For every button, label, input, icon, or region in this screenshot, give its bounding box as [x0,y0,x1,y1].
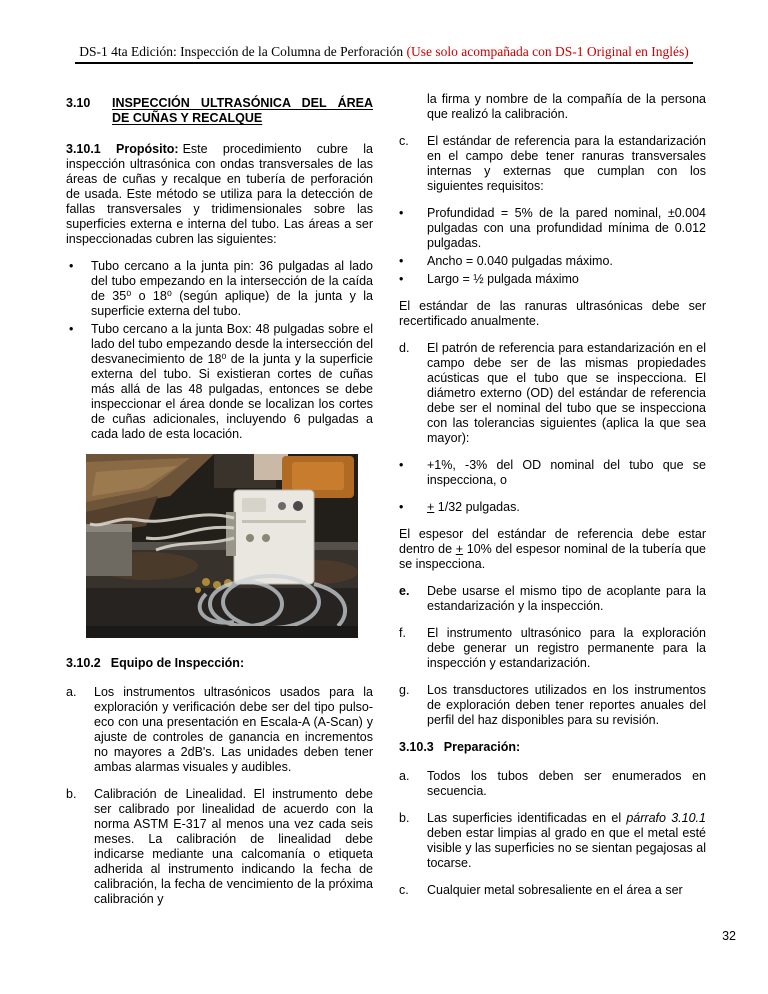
plus-minus-symbol: + [427,500,435,514]
list-item-text: +1%, -3% del OD nominal del tubo que se inspecciona, o [427,458,706,487]
item-b-equipment [66,787,373,907]
bullet-marker: • [399,458,404,472]
item-e-equipment [399,584,706,614]
page-number: 32 [722,929,736,943]
section-number: 3.10 [66,96,91,110]
item-letter: d. [399,341,410,355]
item-text [427,811,706,871]
item-letter: g. [399,683,410,697]
bullet-marker: • [399,254,404,268]
item-letter-spacer [399,92,427,122]
list-item [399,500,706,515]
inspection-photo-graphic [86,454,358,638]
header-title [75,44,693,64]
list-item [399,206,706,251]
list-item [399,458,706,488]
groove-spec-list [399,206,706,287]
item-letter: b. [66,787,77,801]
list-item-text: Profundidad = 5% de la pared nominal, ±0.004 pulgadas con una profundidad mínima de 0.012 pulgadas. [427,206,706,250]
section-title [112,96,373,126]
inspection-areas-list [66,259,373,442]
item-letter: c. [399,883,409,897]
item-b-preparation [399,811,706,871]
list-item [66,259,373,319]
item-text: Los transductores utilizados en los instrumentos de exploración deben tener reportes anuales del perfil del haz disponibles para su revisión. [427,683,706,727]
preparation-heading [399,740,706,755]
header-title-black: DS-1 4ta Edición: Inspección de la Columna de Perforación [79,44,407,59]
thickness-paragraph [399,527,706,572]
item-c-preparation [399,883,706,898]
item-letter: c. [399,134,409,148]
list-item-text: Largo = ½ pulgada máximo [427,272,579,286]
purpose-paragraph [66,142,373,247]
item-text-post: deben estar limpias al grado en que el metal esté visible y las superficies no se sientan pegajosas al tocarse. [427,826,706,870]
item-text: Todos los tubos deben ser enumerados en secuencia. [427,769,706,798]
left-column [66,92,373,919]
equipment-heading [66,656,373,671]
section-heading-3-10 [66,96,373,126]
bullet-marker: • [69,259,74,273]
thickness-pre: El espesor del estándar de referencia debe estar dentro de [399,527,706,556]
item-g-equipment [399,683,706,728]
item-text: Los instrumentos ultrasónicos usados para la exploración y verificación debe ser del tipo pulso-eco con una presentación en Escala-A (A-Scan) y ajuste de controles de ganancia en incrementos no mayores a 2dB's. Las unidades deben tener ambas alarmas visuales y audibles. [94,685,373,774]
paragraph-reference: párrafo 3.10.1 [626,811,706,825]
list-item [399,254,706,269]
item-d-equipment [399,341,706,446]
item-f-equipment [399,626,706,671]
header-title-red: (Use solo acompañada con DS-1 Original en Inglés) [406,44,689,59]
item-a-preparation [399,769,706,799]
document-header [0,44,768,64]
instrument-box [226,490,314,584]
equipment-heading-number: 3.10.2 [66,656,101,670]
purpose-text: Este procedimiento cubre la inspección ultrasónica con ondas transversales de las áreas de cuñas y recalque en tubería de perforación de usada. Este método se utiliza para la detección de fallas transversales y tridimensionales sobre las superficies externa e interna del tubo. Las áreas a ser inspeccionadas cubren las siguientes: [66,142,373,246]
item-letter: b. [399,811,410,825]
bullet-marker: • [69,322,74,336]
section-title-line1: INSPECCIÓN ULTRASÓNICA DEL ÁREA [112,96,373,110]
bullet-marker: • [399,500,404,514]
recertification-paragraph: El estándar de las ranuras ultrasónicas debe ser recertificado anualmente. [399,299,706,328]
preparation-heading-label: Preparación: [443,740,521,754]
item-letter: a. [399,769,410,783]
bullet-marker: • [399,206,404,220]
continuation-text: la firma y nombre de la compañía de la persona que realizó la calibración. [427,92,706,121]
item-b-continuation [399,92,706,122]
right-column [399,92,706,919]
list-item-text [427,500,706,515]
item-text-pre: Las superficies identificadas en el [427,811,627,825]
tolerance-list [399,458,706,515]
preparation-heading-number: 3.10.3 [399,740,434,754]
item-text: El estándar de referencia para la estandarización en el campo debe tener ranuras transversales internas y externas que cumplan con los siguientes requisitos: [427,134,706,193]
list-item [66,322,373,442]
list-item-text: Ancho = 0.040 pulgadas máximo. [427,254,613,268]
list-item-text: Tubo cercano a la junta pin: 36 pulgadas al lado del tubo empezando en la intersección de la caída de 35⁰ o 18⁰ (según aplique) de la junta y la superficie externa del tubo. [91,259,373,318]
item-text: El instrumento ultrasónico para la exploración debe generar un registro permanente para la inspección y estandarización. [427,626,706,670]
purpose-label: 3.10.1 Propósito: [66,142,179,156]
item-letter: a. [66,685,77,699]
list-item-text: Tubo cercano a la junta Box: 48 pulgadas sobre el lado del tubo empezando desde la intersección del desvanecimiento de 18⁰ de la junta y la superficie externa del tubo. Si existieran cortes de cuñas más allá de las 48 pulgadas, entonces se debe inspeccionar el área donde se localizan los cortes de cuñas adicionales, incluyendo 6 pulgadas a cada lado de esta locación. [91,322,373,441]
item-c-equipment [399,134,706,194]
list-item [399,272,706,287]
item-letter: f. [399,626,406,640]
equipment-heading-label: Equipo de Inspección: [110,656,245,670]
item-text: Cualquier metal sobresaliente en el área a ser [427,883,683,897]
inspection-photo [86,454,358,638]
item-text: Calibración de Linealidad. El instrumento debe ser calibrado por linealidad de acuerdo con la norma ASTM E-317 al menos una vez cada seis meses. La calibración de linealidad debe indicarse mediante una calcomanía o etiqueta adherida al instrumento indicando la fecha de calibración, la fecha de vencimiento de la próxima calibración y [94,787,373,906]
bullet-marker: • [399,272,404,286]
thickness-post: 10% del espesor nominal de la tubería que se inspecciona. [399,542,706,571]
item-a-equipment [66,685,373,775]
section-title-line2: DE CUÑAS Y RECALQUE [112,111,263,125]
item-letter: e. [399,584,410,598]
two-column-body [66,92,706,919]
list-item-text-rest: 1/32 pulgadas. [434,500,520,514]
item-text: Debe usarse el mismo tipo de acoplante para la estandarización y la inspección. [427,584,706,613]
item-text: El patrón de referencia para estandarización en el campo debe ser de las mismas propiedades acústicas que el tubo que se inspecciona. El diámetro externo (OD) del estándar de referencia debe ser el nominal del tubo que se inspecciona con las tolerancias siguientes (aplica la que sea mayor): [427,341,706,445]
plus-minus-symbol: + [455,542,464,556]
